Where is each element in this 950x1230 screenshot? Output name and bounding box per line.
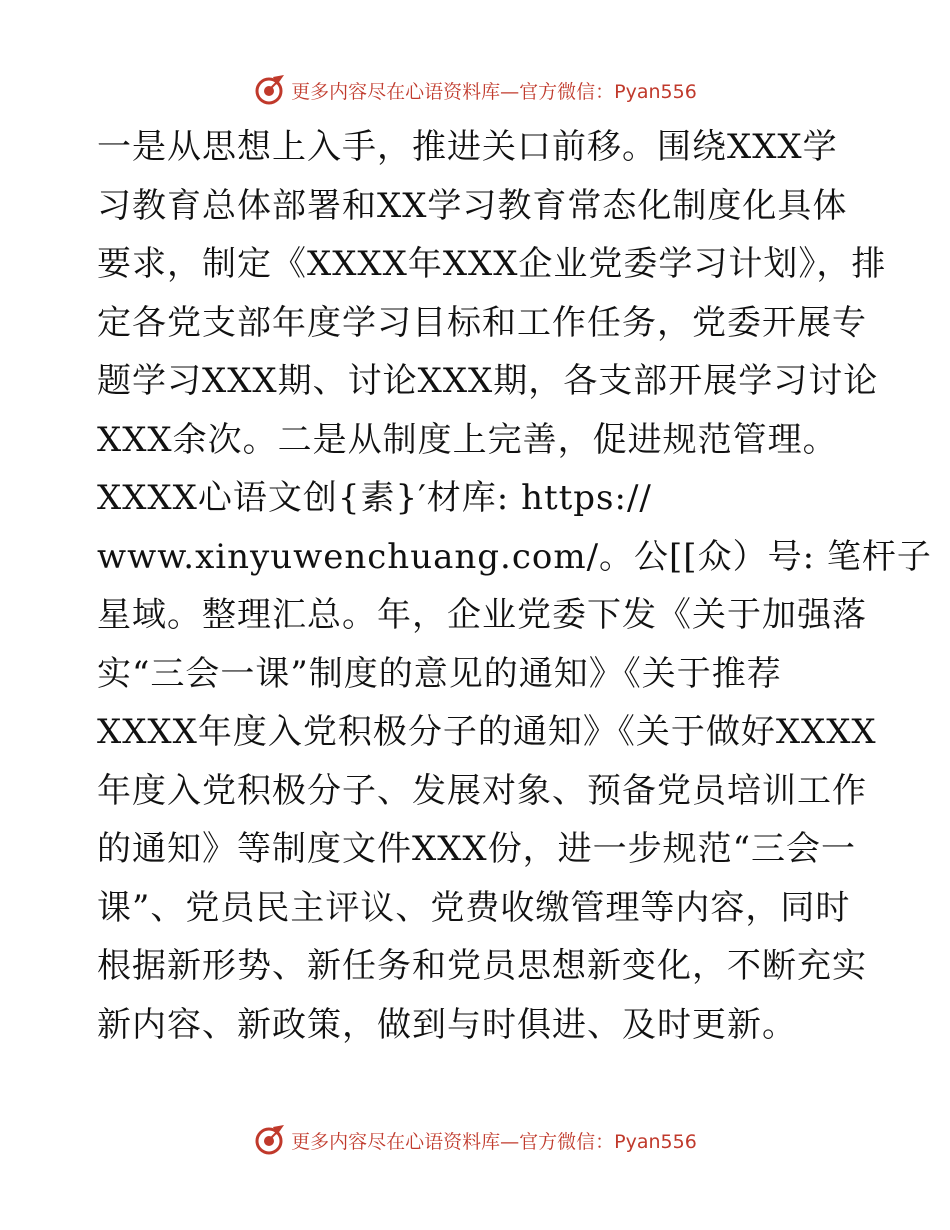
paragraph-line: 题学习XXX期、讨论XXX期，各支部开展学习讨论 (97, 361, 879, 401)
quill-seal-icon (253, 73, 287, 107)
paragraph-line: 课”、党员民主评议、党费收缴管理等内容，同时 (97, 887, 851, 928)
paragraph-line: 根据新形势、新任务和党员思想新变化，不断充实 (97, 946, 867, 986)
footer-banner-text: 更多内容尽在心语资料库—官方微信：Pyan556 (291, 1130, 697, 1153)
paragraph-line: 定各党支部年度学习目标和工作任务，党委开展专 (97, 302, 867, 343)
paragraph-line: 新内容、新政策，做到与时俱进、及时更新。 (97, 1004, 797, 1045)
paragraph-line: www.xinyuwenchuang.com/。公[[众）号: 笔杆子 (97, 536, 932, 577)
paragraph-line: 习教育总体部署和XX学习教育常态化制度化具体 (97, 185, 848, 226)
paragraph-line: XXX余次。二是从制度上完善，促进规范管理。 (97, 419, 838, 460)
paragraph-line: 实“三会一课”制度的意见的通知》《关于推荐 (97, 653, 782, 694)
paragraph-line: XXXX心语文创{素}′材库: https:// (97, 478, 652, 518)
paragraph-line: 星域。整理汇总。年，企业党委下发《关于加强落 (97, 595, 867, 635)
paragraph-line: XXXX年度入党积极分子的通知》《关于做好XXXX (97, 712, 877, 752)
paragraph-line: 的通知》等制度文件XXX份，进一步规范“三会一 (97, 829, 856, 869)
footer-banner-handle: Pyan556 (614, 1130, 697, 1153)
footer-watermark-banner (0, 1120, 950, 1160)
header-watermark-banner (0, 70, 950, 110)
header-banner-handle: Pyan556 (614, 80, 697, 103)
header-banner-text: 更多内容尽在心语资料库—官方微信：Pyan556 (291, 80, 697, 103)
body-paragraph (97, 118, 932, 1054)
paragraph-line: 年度入党积极分子、发展对象、预备党员培训工作 (97, 770, 867, 811)
quill-seal-icon (253, 1123, 287, 1157)
paragraph-line: 一是从思想上入手，推进关口前移。围绕XXX学 (97, 127, 838, 167)
paragraph-line: 要求，制定《XXXX年XXX企业党委学习计划》，排 (97, 244, 887, 284)
